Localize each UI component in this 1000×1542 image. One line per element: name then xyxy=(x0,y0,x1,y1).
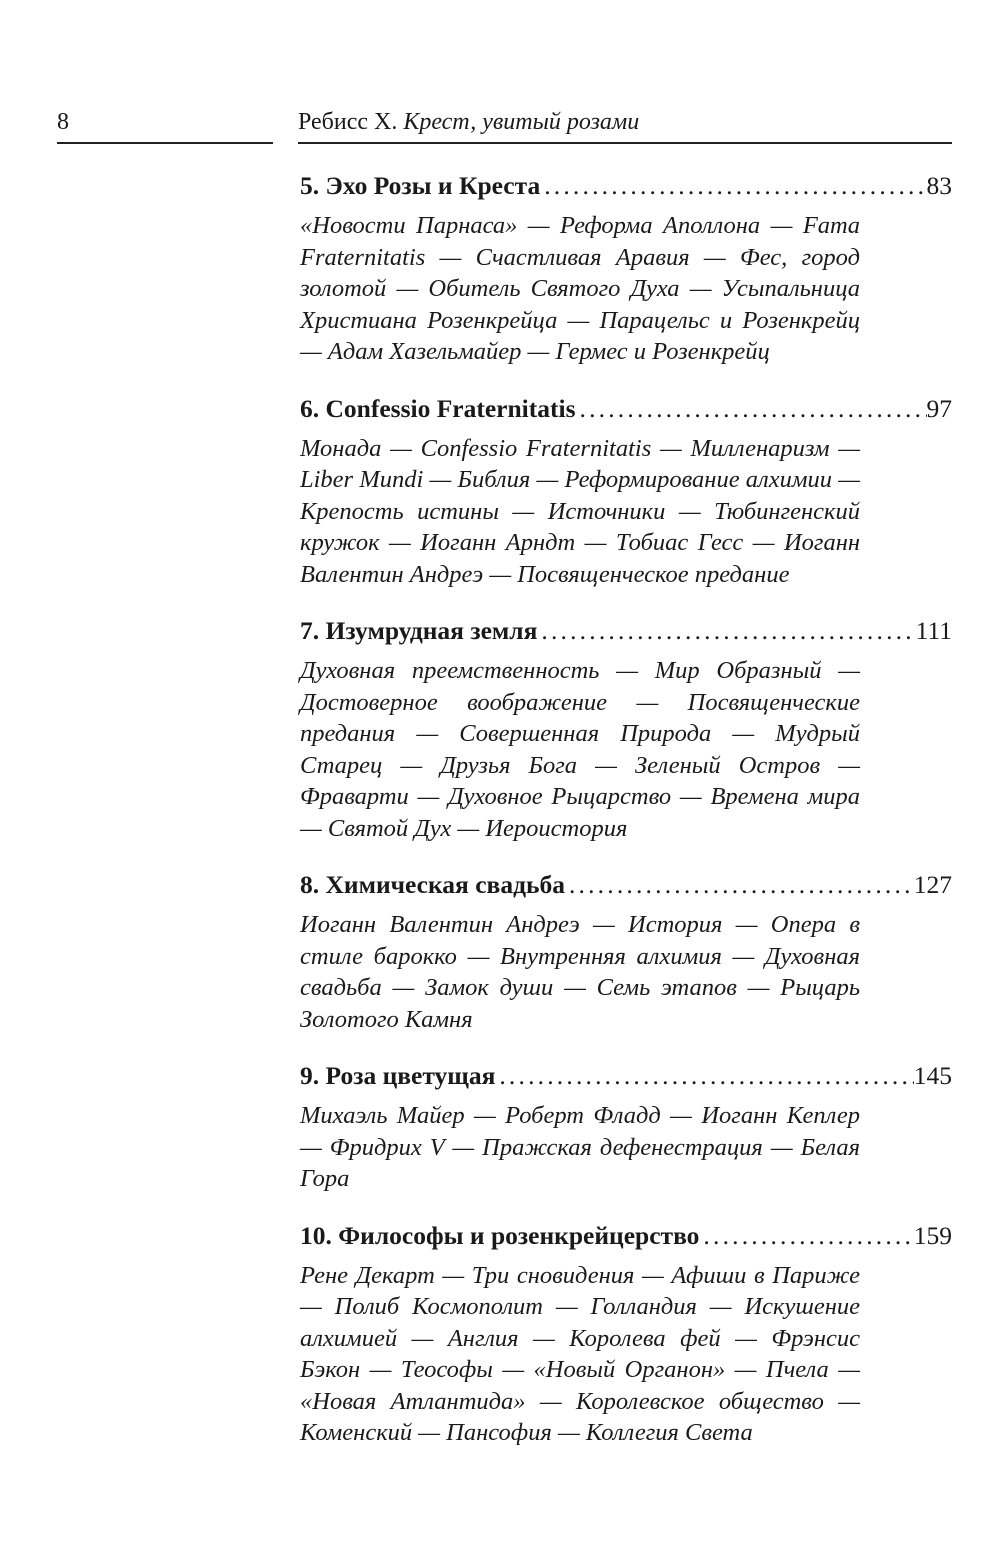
chapter-topics: «Новости Парнаса» — Реформа Аполлона — Fama Fraternitatis — Счастливая Аравия — Фес, город золотой — Обитель Святого Духа — Усыпальница Христиана Розенкрейца — Парацельс и Розенкрейц — Адам Хазельмайер — Гермес и Розенкрейц xyxy=(300,212,860,365)
toc-entry xyxy=(300,166,952,368)
toc-entry xyxy=(300,389,952,591)
table-of-contents xyxy=(300,166,952,1449)
chapter-title: 9. Роза цветущая xyxy=(300,1061,496,1090)
toc-entry xyxy=(300,1216,952,1449)
chapter-topics: Духовная преемственность — Мир Образный — Достоверное воображение — Посвященческие предания — Совершенная Природа — Мудрый Старец — Друзья Бога — Зеленый Остров — Фраварти — Духовное Рыцарство — Времена мира — Святой Дух — Иероистория xyxy=(300,657,860,842)
toc-entry-heading xyxy=(300,389,952,429)
dot-leader xyxy=(565,865,914,905)
dot-leader xyxy=(537,611,915,651)
running-header-book-title: Крест, увитый розами xyxy=(403,109,640,135)
toc-entry xyxy=(300,611,952,844)
running-header-author: Ребисс Х. xyxy=(298,109,398,135)
chapter-page-number: 97 xyxy=(926,393,952,423)
chapter-topics: Михаэль Майер — Роберт Фладд — Иоганн Кеплер — Фридрих V — Пражская дефенестрация — Белая Гора xyxy=(300,1102,860,1192)
chapter-title: 10. Философы и розенкрейцерство xyxy=(300,1220,700,1250)
toc-entry-heading xyxy=(300,611,952,651)
chapter-page-number: 159 xyxy=(913,1220,952,1250)
chapter-title: 6. Confessio Fraternitatis xyxy=(300,393,576,423)
toc-entry-heading xyxy=(300,865,952,905)
chapter-page-number: 83 xyxy=(926,171,952,200)
chapter-topics: Монада — Confessio Fraternitatis — Милленаризм — Liber Mundi — Библия — Реформирование алхимии — Крепость истины — Источники — Тюбингенский кружок — Иоганн Арндт — Тобиас Гесс — Иоганн Валентин Андреэ — Посвященческое предание xyxy=(300,434,860,588)
dot-leader xyxy=(576,389,927,429)
dot-leader xyxy=(699,1216,913,1256)
toc-entry xyxy=(300,865,952,1035)
chapter-title: 5. Эхо Розы и Креста xyxy=(300,171,541,200)
dot-leader xyxy=(540,166,926,206)
chapter-title: 7. Изумрудная земля xyxy=(300,616,538,645)
chapter-page-number: 145 xyxy=(913,1061,952,1090)
page-number: 8 xyxy=(57,108,273,144)
toc-entry-heading xyxy=(300,1216,952,1256)
chapter-topics: Иоганн Валентин Андреэ — История — Опера в стиле барокко — Внутренняя алхимия — Духовная свадьба — Замок души — Семь этапов — Рыцарь Золотого Камня xyxy=(300,911,860,1033)
toc-entry-heading xyxy=(300,166,952,206)
chapter-page-number: 127 xyxy=(913,870,952,899)
chapter-topics: Рене Декарт — Три сновидения — Афиши в Париже — Полиб Космополит — Голландия — Искушение алхимией — Англия — Королева фей — Фрэнсис Бэкон — Теософы — «Новый Органон» — Пчела — «Новая Атлантида» — Королевское общество — Коменский — Пансофия — Коллегия Света xyxy=(300,1261,860,1446)
dot-leader xyxy=(495,1056,913,1096)
toc-entry-heading xyxy=(300,1056,952,1096)
chapter-page-number: 111 xyxy=(915,616,952,645)
toc-entry xyxy=(300,1056,952,1195)
running-header xyxy=(298,108,952,144)
chapter-title: 8. Химическая свадьба xyxy=(300,870,565,899)
